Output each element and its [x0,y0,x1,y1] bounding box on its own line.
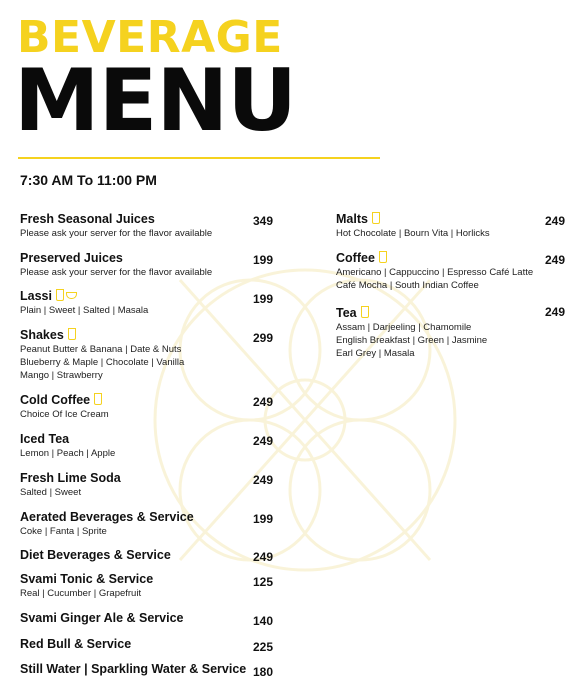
menu-item [20,637,131,652]
item-price: 199 [252,292,273,306]
menu-item [20,471,121,499]
cup-icon [379,251,387,263]
item-price: 249 [252,434,273,448]
glass-icon [94,393,102,405]
item-price: 249 [544,253,565,267]
menu-item [20,328,184,382]
item-name: Diet Beverages & Service [20,548,171,562]
item-price: 225 [252,640,273,654]
item-desc: Blueberry & Maple | Chocolate | Vanilla [20,357,185,368]
item-name: Aerated Beverages & Service [20,510,194,524]
item-desc: Café Mocha | South Indian Coffee [336,280,479,291]
item-price: 140 [252,614,273,628]
item-desc: English Breakfast | Green | Jasmine [336,335,488,346]
item-name: Iced Tea [20,432,70,446]
opening-hours: 7:30 AM To 11:00 PM [20,172,157,188]
item-desc: Please ask your server for the flavor available [20,228,213,239]
title-beverage: BEVERAGE [17,12,283,63]
item-name: Coffee [336,251,375,265]
cup-icon [361,306,369,318]
item-name: Still Water | Sparkling Water & Service [20,662,247,676]
glass-icon [56,289,64,301]
item-desc: Americano | Cappuccino | Espresso Café Latte [336,267,534,278]
menu-item [336,212,490,240]
item-price: 180 [252,665,273,679]
item-name: Preserved Juices [20,251,123,265]
item-name: Shakes [20,328,64,342]
menu-item [20,510,194,538]
item-price: 199 [252,253,273,267]
item-desc: Plain | Sweet | Salted | Masala [20,305,149,316]
glass-icon [372,212,380,224]
watermark-emblem [140,240,470,600]
item-desc: Lemon | Peach | Apple [20,448,116,459]
item-desc: Peanut Butter & Banana | Date & Nuts [20,344,182,355]
item-desc: Coke | Fanta | Sprite [20,526,107,537]
item-name: Fresh Seasonal Juices [20,212,155,226]
item-price: 249 [252,473,273,487]
item-price: 199 [252,512,273,526]
item-price: 249 [544,305,565,319]
item-name: Svami Ginger Ale & Service [20,611,184,625]
menu-item [20,611,184,626]
menu-item [336,251,533,292]
menu-item [20,289,148,317]
menu-item [20,212,212,240]
item-name: Lassi [20,289,52,303]
item-desc: Choice Of Ice Cream [20,409,109,420]
item-price: 249 [252,550,273,564]
item-price: 249 [544,214,565,228]
glass-icon [68,328,76,340]
menu-item [20,251,212,279]
item-price: 299 [252,331,273,345]
menu-item [20,662,246,677]
item-name: Svami Tonic & Service [20,572,154,586]
item-desc: Real | Cucumber | Grapefruit [20,588,142,599]
yellow-divider [18,157,380,159]
item-name: Cold Coffee [20,393,91,407]
item-desc: Hot Chocolate | Bourn Vita | Horlicks [336,228,490,239]
item-name: Fresh Lime Soda [20,471,121,485]
item-desc: Salted | Sweet [20,487,82,498]
menu-item [336,306,487,360]
item-name: Tea [336,306,357,320]
menu-item [20,432,115,460]
item-desc: Please ask your server for the flavor available [20,267,213,278]
item-desc: Assam | Darjeeling | Chamomile [336,322,472,333]
item-desc: Mango | Strawberry [20,370,103,381]
bowl-icon [66,292,77,299]
title-menu: MENU [14,51,297,151]
item-desc: Earl Grey | Masala [336,348,415,359]
item-name: Malts [336,212,368,226]
item-price: 249 [252,395,273,409]
item-price: 349 [252,214,273,228]
menu-item [20,548,171,563]
menu-item [20,572,153,600]
menu-item [20,393,109,421]
item-name: Red Bull & Service [20,637,132,651]
item-price: 125 [252,575,273,589]
